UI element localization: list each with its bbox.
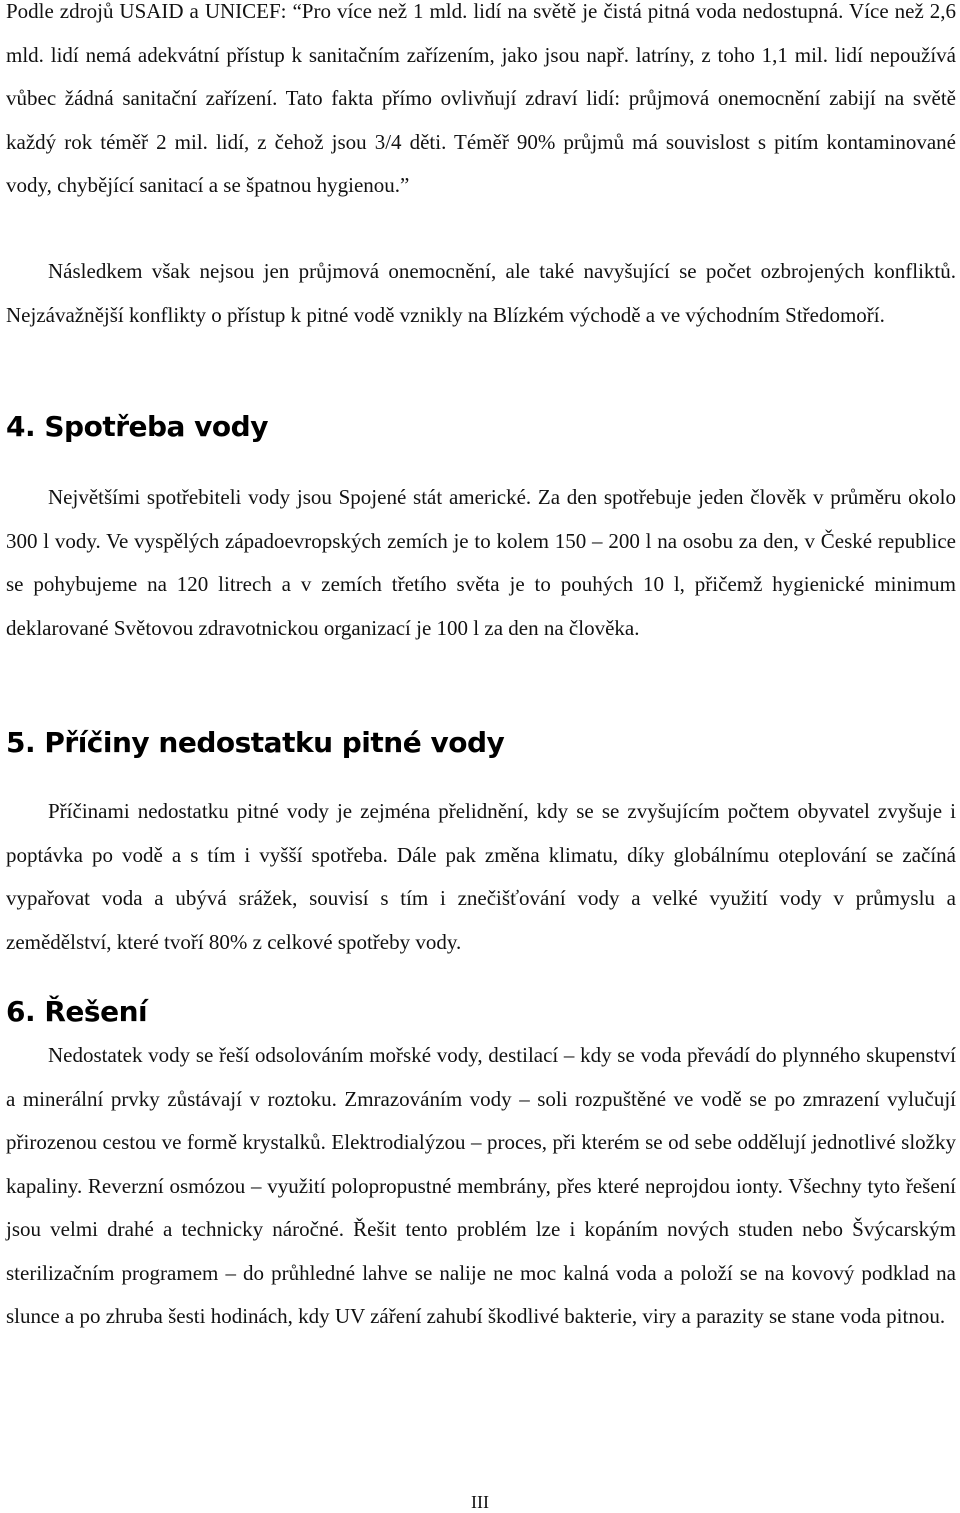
paragraph-consumption: Největšími spotřebiteli vody jsou Spojené stát americké. Za den spotřebuje jeden člověk v průměru okolo 300 l vody. Ve vyspělých západoevropských zemích je to kolem 150 – 200 l na osobu za den, v České republice se pohybujeme na 120 litrech a v zemích třetího světa je to pouhých 10 l, přičemž hygienické minimum deklarované Světovou zdravotnickou organizací je 100 l za den na člověka. (6, 485, 956, 640)
page-number: III (471, 1492, 489, 1512)
paragraph-causes: Příčinami nedostatku pitné vody je zejména přelidnění, kdy se se zvyšujícím počtem obyvatel zvyšuje i poptávka po vodě a s tím i vyšší spotřeba. Dále pak změna klimatu, díky globálnímu oteplování se začíná vypařovat voda a ubývá srážek, souvisí s tím i znečišťování vody a velké využití vody v průmyslu a zemědělství, které tvoří 80% z celkové spotřeby vody. (6, 799, 956, 954)
paragraph-unicef-quote: Podle zdrojů USAID a UNICEF: “Pro více než 1 mld. lidí na světě je čistá pitná voda nedostupná. Více než 2,6 mld. lidí nemá adekvátní přístup k sanitačním zařízením, jako jsou např. latríny, z toho 1,1 mil. lidí nepoužívá vůbec žádná sanitační zařízení. Tato fakta přímo ovlivňují zdraví lidí: průjmová onemocnění zabijí na světě každý rok téměř 2 mil. lidí, z čehož jsou 3/4 děti. Téměř 90% průjmů má souvislost s pitím kontaminované vody, chybějící sanitací a se špatnou hygienou.” (6, 0, 956, 197)
heading-causes: 5. Příčiny nedostatku pitné vody (6, 726, 505, 759)
heading-water-consumption: 4. Spotřeba vody (6, 410, 268, 443)
heading-solutions: 6. Řešení (6, 995, 148, 1028)
paragraph-solutions: Nedostatek vody se řeší odsolováním mořské vody, destilací – kdy se voda převádí do plynného skupenství a minerální prvky zůstávají v roztoku. Zmrazováním vody – soli rozpuštěné ve vodě se po zmrazení vylučují přirozenou cestou ve formě krystalků. Elektrodialýzou – proces, při kterém se od sebe oddělují jednotlivé složky kapaliny. Reverzní osmózou – využití polopropustné membrány, přes které neprojdou ionty. Všechny tyto řešení jsou velmi drahé a technicky náročné. Řešit tento problém lze i kopáním nových studen nebo Švýcarským sterilizačním programem – do průhledné lahve se nalije ne moc kalná voda a položí se na kovový podklad na slunce a po zhruba šesti hodinách, kdy UV záření zahubí škodlivé bakterie, viry a parazity se stane voda pitnou. (6, 1043, 956, 1328)
paragraph-conflicts: Následkem však nejsou jen průjmová onemocnění, ale také navyšující se počet ozbrojených konfliktů. Nejzávažnější konflikty o přístup k pitné vodě vznikly na Blízkém východě a ve východním Středomoří. (6, 259, 956, 327)
